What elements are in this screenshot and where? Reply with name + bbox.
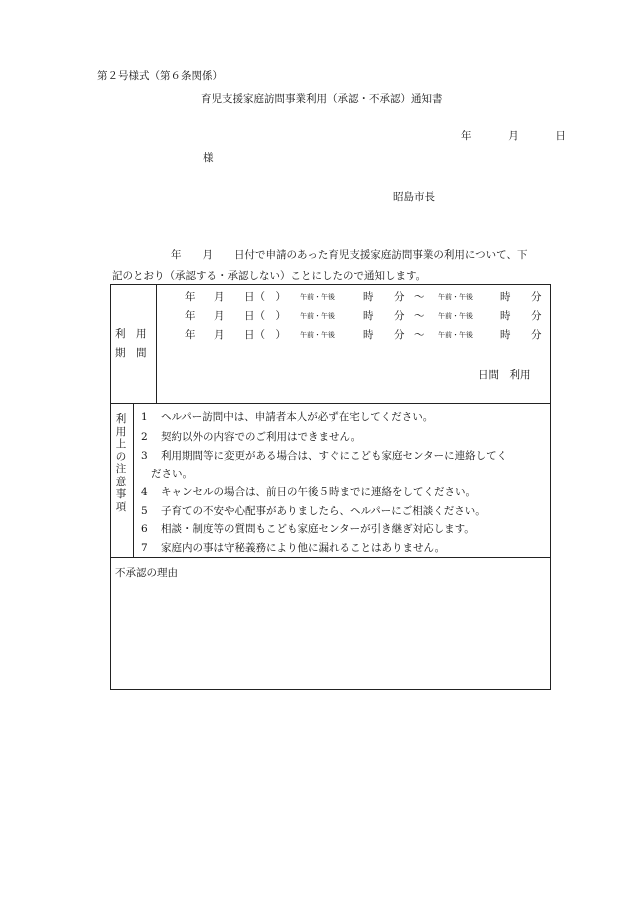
note-text: 相談・制度等の質問もこども家庭センターが引き継ぎ対応します。 xyxy=(161,523,475,535)
end-minute: 分 xyxy=(531,310,542,322)
body-line-1: 年 月 日付で申請のあった育児支援家庭訪問事業の利用について、下 xyxy=(171,249,528,261)
note-number: 1 xyxy=(141,411,148,423)
row-day: 日（ ） xyxy=(244,329,286,341)
note-text: 家庭内の事は守秘義務により他に漏れることはありません。 xyxy=(161,542,446,554)
note-item xyxy=(151,466,193,481)
period-label: 利 用 期 間 xyxy=(115,328,147,359)
form-number: 第２号様式（第６条関係） xyxy=(97,70,223,82)
start-hour: 時 xyxy=(363,310,374,322)
note-text: 利用期間等に変更がある場合は、すぐにこども家庭センターに連絡してく xyxy=(161,450,508,462)
notice-table xyxy=(110,284,551,690)
note-item xyxy=(141,448,507,463)
row-year: 年 xyxy=(185,310,196,322)
rejection-reason-label: 不承認の理由 xyxy=(115,567,178,579)
row-month: 月 xyxy=(214,310,225,322)
usage-days: 日間 利用 xyxy=(478,369,531,381)
date-month-label: 月 xyxy=(508,130,519,142)
row-day: 日（ ） xyxy=(244,310,286,322)
notes-title: 利用上の注意事項 xyxy=(115,413,127,513)
note-item xyxy=(141,484,476,499)
document-title: 育児支援家庭訪問事業利用（承認・不承認）通知書 xyxy=(201,93,443,105)
note-item xyxy=(141,521,475,536)
start-hour: 時 xyxy=(363,291,374,303)
start-minute: 分 xyxy=(394,329,405,341)
divider xyxy=(111,403,550,404)
note-text: 契約以外の内容でのご利用はできません。 xyxy=(161,431,362,443)
row-year: 年 xyxy=(185,329,196,341)
divider xyxy=(133,403,134,557)
end-minute: 分 xyxy=(531,291,542,303)
start-hour: 時 xyxy=(363,329,374,341)
row-year: 年 xyxy=(185,291,196,303)
issue-date xyxy=(461,128,566,143)
divider xyxy=(111,557,550,558)
end-ampm: 午前・午後 xyxy=(438,293,473,301)
note-number: 7 xyxy=(141,542,148,554)
start-ampm: 午前・午後 xyxy=(300,331,335,339)
addressee-suffix: 様 xyxy=(203,152,214,164)
tilde: ～ xyxy=(414,329,425,341)
end-ampm: 午前・午後 xyxy=(438,331,473,339)
note-text: 子育ての不安や心配事がありましたら、ヘルパーにご相談ください。 xyxy=(161,505,486,517)
note-number: 4 xyxy=(141,486,148,498)
end-hour: 時 xyxy=(500,329,511,341)
note-text: ださい。 xyxy=(151,468,193,480)
note-item xyxy=(141,503,486,518)
note-number: 2 xyxy=(141,431,148,443)
row-month: 月 xyxy=(214,329,225,341)
tilde: ～ xyxy=(414,291,425,303)
end-ampm: 午前・午後 xyxy=(438,312,473,320)
end-hour: 時 xyxy=(500,291,511,303)
start-minute: 分 xyxy=(394,310,405,322)
note-item xyxy=(141,540,445,555)
start-minute: 分 xyxy=(394,291,405,303)
note-number: 6 xyxy=(141,523,148,535)
note-number: 5 xyxy=(141,505,148,517)
note-number: 3 xyxy=(141,450,148,462)
note-text: ヘルパー訪問中は、申請者本人が必ず在宅してください。 xyxy=(161,411,434,423)
note-item xyxy=(141,409,433,424)
date-day-label: 日 xyxy=(555,130,566,142)
note-text: キャンセルの場合は、前日の午後５時までに連絡をしてください。 xyxy=(161,486,476,498)
end-minute: 分 xyxy=(531,329,542,341)
start-ampm: 午前・午後 xyxy=(300,293,335,301)
note-item xyxy=(141,429,361,444)
row-day: 日（ ） xyxy=(244,291,286,303)
date-year-label: 年 xyxy=(461,130,472,142)
divider xyxy=(156,285,157,403)
start-ampm: 午前・午後 xyxy=(300,312,335,320)
body-line-2: 記のとおり（承認する・承認しない）ことにしたので通知します。 xyxy=(112,270,427,282)
tilde: ～ xyxy=(414,310,425,322)
end-hour: 時 xyxy=(500,310,511,322)
row-month: 月 xyxy=(214,291,225,303)
issuer: 昭島市長 xyxy=(393,191,435,203)
